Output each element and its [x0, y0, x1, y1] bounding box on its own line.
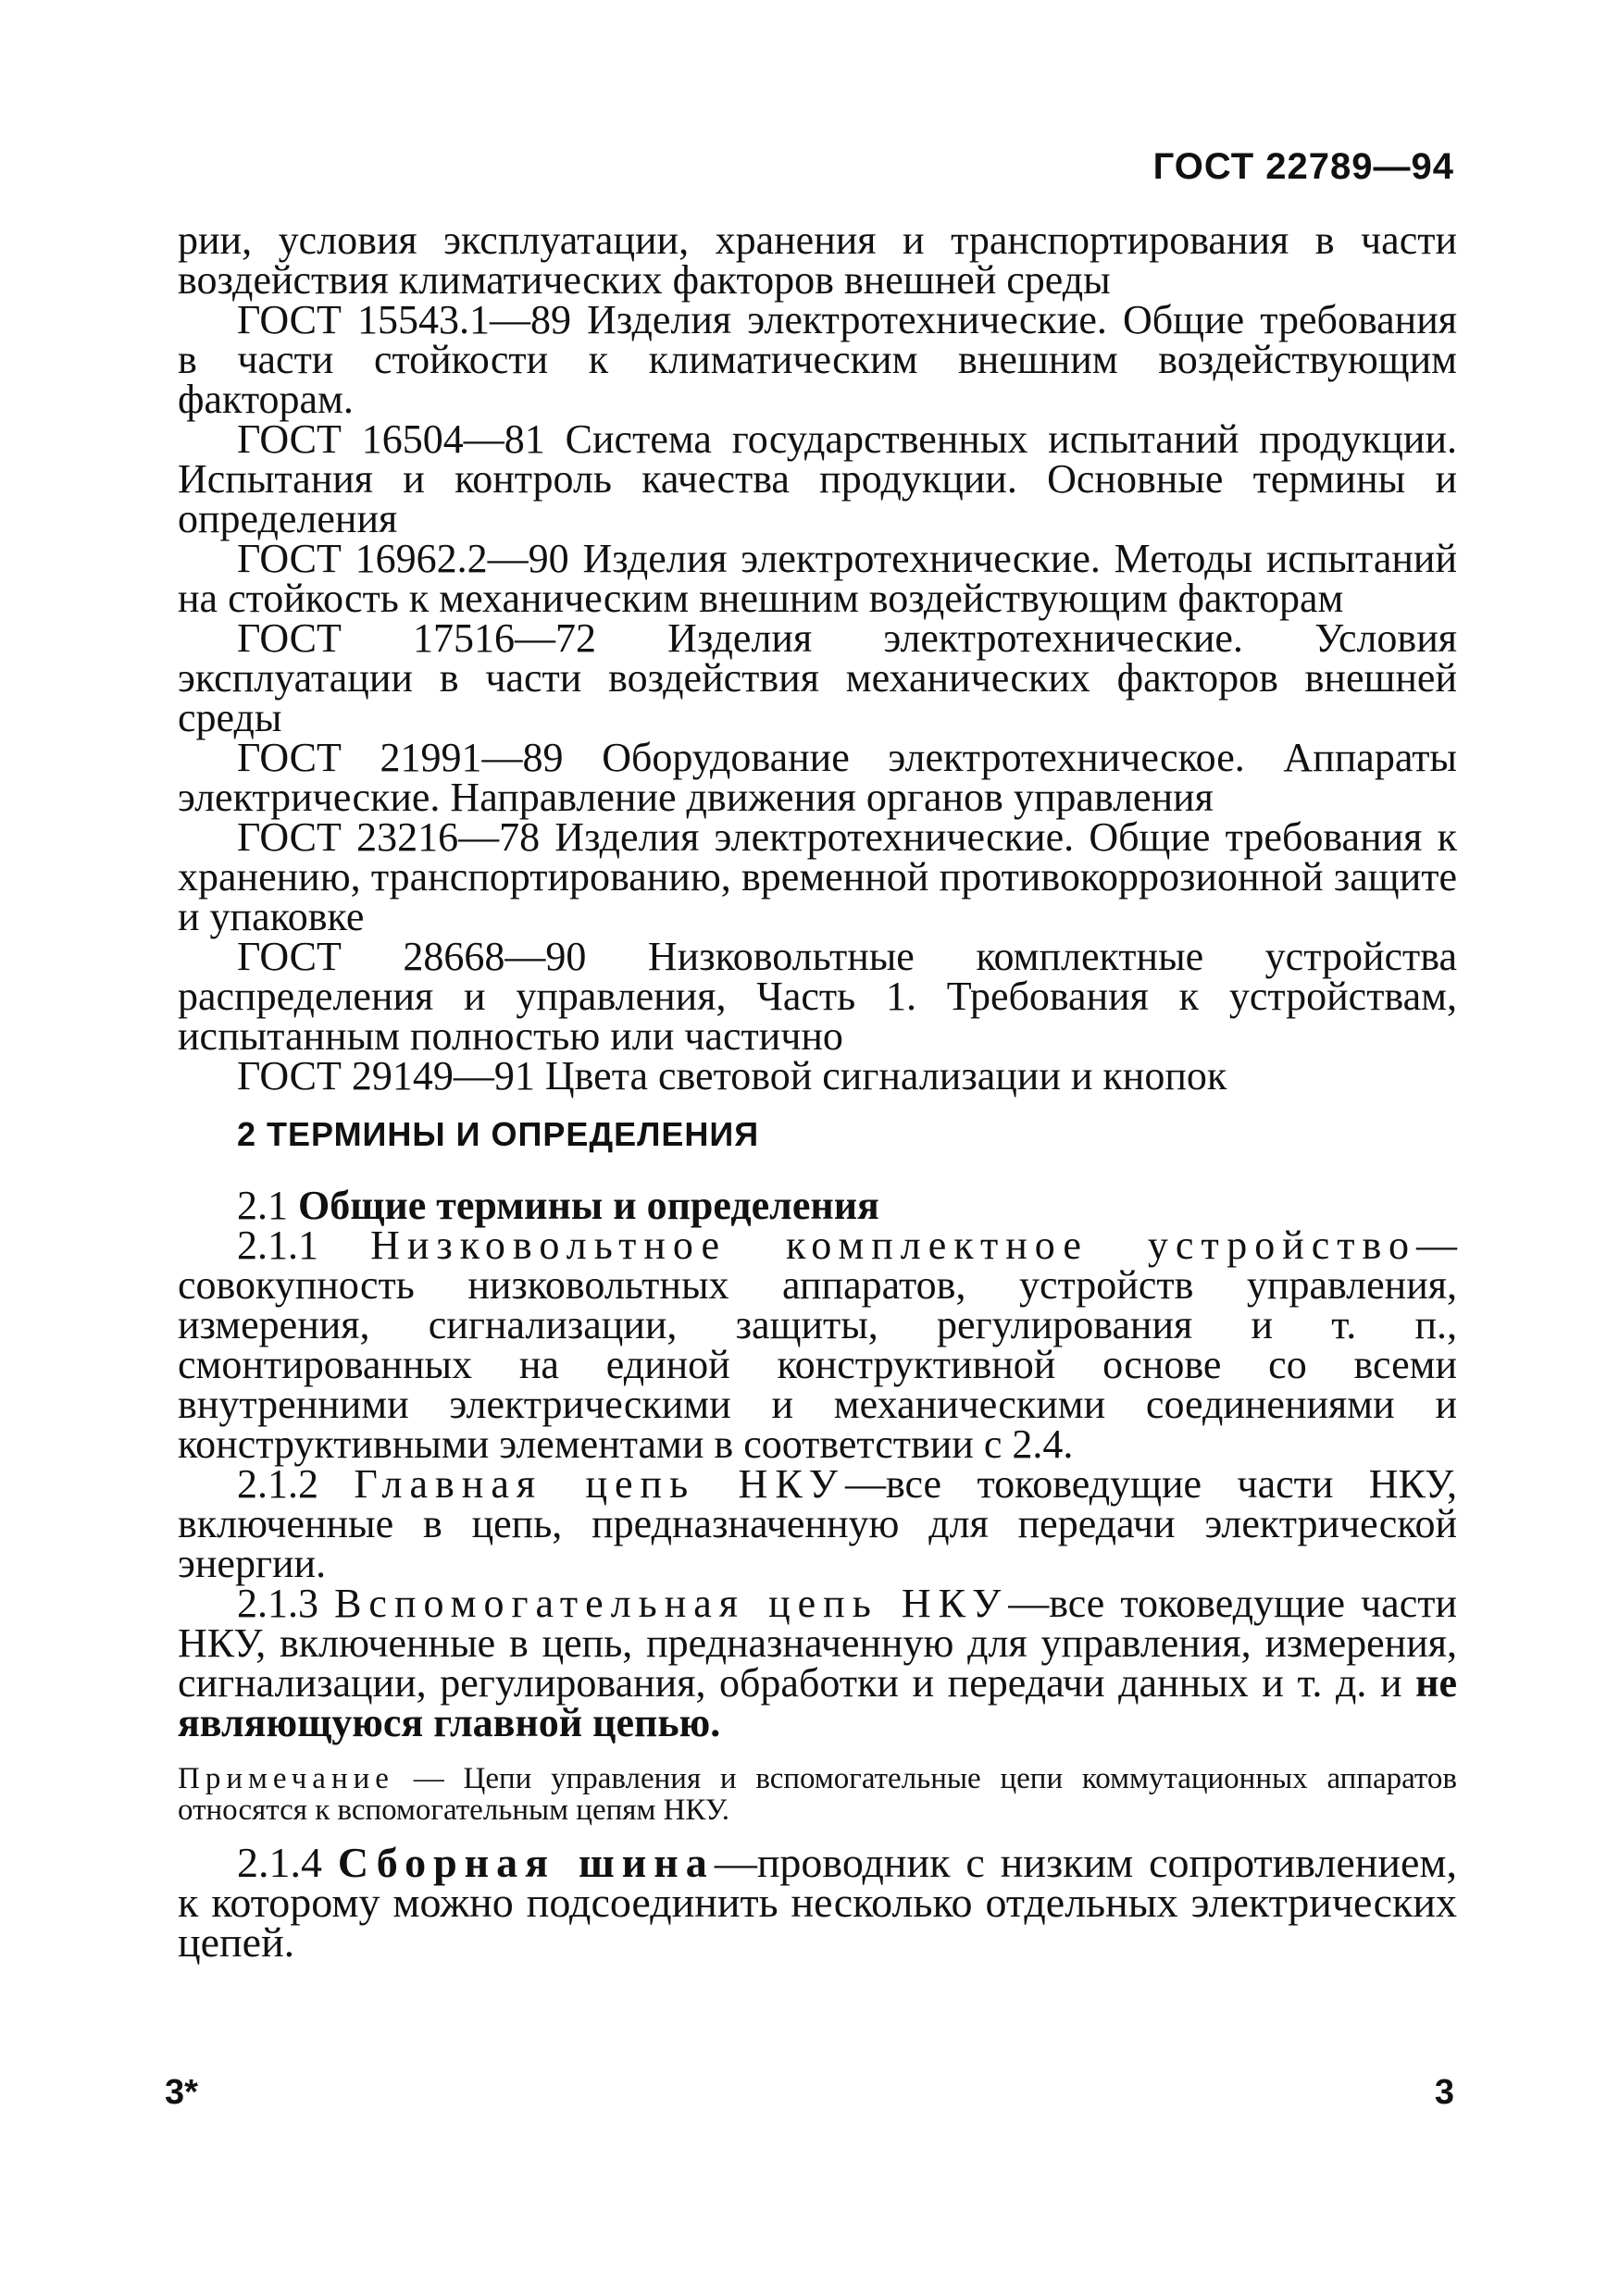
- term-number: 2.1.2: [237, 1461, 318, 1507]
- reference-gost-23216: ГОСТ 23216—78 Изделия электротехнические. Общие требования к хранению, транспортированию, временной противокоррозионной защите и упаковке: [178, 814, 1457, 939]
- subsection-title-text: Общие термины и определения: [298, 1183, 879, 1228]
- term-2-1-4: [178, 1839, 1457, 1966]
- term-number: 2.1.4: [237, 1839, 322, 1886]
- reference-gost-21991: ГОСТ 21991—89 Оборудование электротехническое. Аппараты электрические. Направление движения органов управления: [178, 735, 1457, 820]
- subsection-number: 2.1: [237, 1183, 288, 1228]
- note: [178, 1763, 1457, 1826]
- term-definition: —все токоведущие части НКУ, включенные в цепь, предназначенную для передачи электрической энергии.: [178, 1461, 1457, 1586]
- section-title: 2 ТЕРМИНЫ И ОПРЕДЕЛЕНИЯ: [237, 1115, 760, 1153]
- reference-gost-17516: ГОСТ 17516—72 Изделия электротехнические. Условия эксплуатации в части воздействия механических факторов внешней среды: [178, 615, 1457, 740]
- reference-gost-16962: ГОСТ 16962.2—90 Изделия электротехнические. Методы испытаний на стойкость к механическим внешним воздействующим факторам: [178, 536, 1457, 621]
- footer-sheet-mark: 3*: [165, 2073, 198, 2112]
- term-number: 2.1.1: [237, 1222, 318, 1268]
- term-name: Низковольтное комплектное устройство: [370, 1222, 1417, 1268]
- term-definition: —проводник с низким сопротивлением, к которому можно подсоединить несколько отдельных электрических цепей.: [178, 1839, 1457, 1966]
- reference-gost-15543: ГОСТ 15543.1—89 Изделия электротехнические. Общие требования в части стойкости к климатическим внешним воздействующим факторам.: [178, 297, 1457, 422]
- term-definition: —совокупность низковольтных аппаратов, устройств управления, измерения, сигнализации, защиты, регулирования и т. п., смонтированных на единой конструктивной основе со всеми внутренними электрическими и механическими соединениями и конструктивными элементами в соответствии с 2.4.: [178, 1222, 1458, 1467]
- term-2-1-2: [178, 1461, 1457, 1586]
- term-definition-emphasis: не являющуюся главной цепью.: [178, 1660, 1457, 1745]
- document-body: [178, 217, 1458, 1966]
- subsection-title: [178, 1183, 1457, 1228]
- note-label: Примечание: [178, 1762, 394, 1795]
- term-2-1-3: [178, 1583, 1457, 1743]
- term-name: Вспомогательная цепь НКУ: [334, 1581, 1009, 1626]
- paragraph-continuation: рии, условия эксплуатации, хранения и транспортирования в части воздействия климатических факторов внешней среды: [178, 217, 1457, 303]
- reference-gost-16504: ГОСТ 16504—81 Система государственных испытаний продукции. Испытания и контроль качества продукции. Основные термины и определения: [178, 416, 1457, 541]
- term-name: Главная цепь НКУ: [354, 1461, 845, 1507]
- note-text: — Цепи управления и вспомогательные цепи коммутационных аппаратов относятся к вспомогательным цепям НКУ.: [178, 1762, 1457, 1827]
- reference-gost-29149: ГОСТ 29149—91 Цвета световой сигнализации и кнопок: [237, 1053, 1227, 1098]
- term-definition: —все токоведущие части НКУ, включенные в цепь, предназначенную для управления, измерения, сигнализации, регулирования, обработки и передачи данных и т. д. и: [178, 1581, 1458, 1706]
- page-number: 3: [1434, 2073, 1454, 2112]
- term-2-1-1: [178, 1222, 1458, 1467]
- document-code-header: ГОСТ 22789—94: [1152, 146, 1454, 187]
- reference-gost-28668: ГОСТ 28668—90 Низковольтные комплектные устройства распределения и управления, Часть 1. Требования к устройствам, испытанным полностью или частично: [178, 934, 1457, 1059]
- term-number: 2.1.3: [237, 1581, 318, 1626]
- term-name: Сборная шина: [337, 1839, 715, 1886]
